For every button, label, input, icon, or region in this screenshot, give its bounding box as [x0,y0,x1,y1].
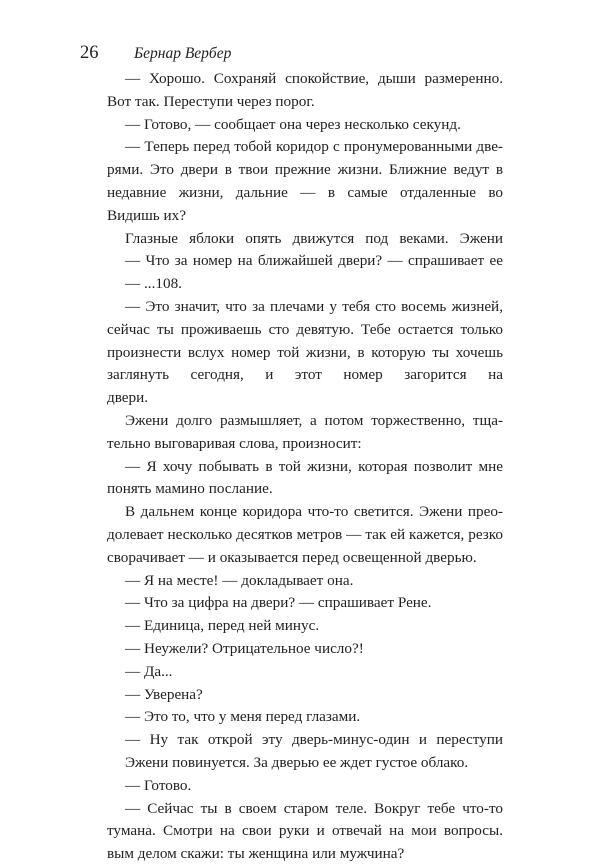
text-line: рями. Это двери в твои прежние жизни. Ближние ведут в [107,161,503,179]
text-line: — Это значит, что за плечами у тебя сто восемь жизней, [125,297,503,315]
text-line: В дальнем конце коридора что-то светится. Эжени прео- [125,503,503,521]
text-line: тумана. Смотри на свои руки и отвечай на мои вопросы. [107,822,503,840]
text-line: — Я хочу побывать в той жизни, которая позволит мне [125,457,503,475]
text-line: — Да... [125,662,173,680]
text-line: сейчас ты проживаешь сто девятую. Тебе остается только [107,320,503,338]
running-header [80,42,560,64]
text-line: — Готово, — сообщает она через несколько секунд. [125,115,461,133]
text-line: — Теперь перед тобой коридор с пронумерованными две- [125,138,503,156]
text-line: сворачивает — и оказывается перед освещенной дверью. [107,548,477,566]
text-line: — ...108. [125,275,182,293]
text-line: — Это то, что у меня перед глазами. [125,708,361,726]
text-line: произнести вслух номер той жизни, в которую ты хочешь [107,343,503,361]
text-line: вым делом скажи: ты женщина или мужчина? [107,845,405,863]
text-line: заглянуть сегодня, и этот номер загорится на [107,366,503,384]
text-line: Эжени повинуется. За дверью ее ждет густое облако. [125,753,469,771]
text-line: Вот так. Переступи через порог. [107,92,315,110]
text-line: — Я на месте! — докладывает она. [125,571,354,589]
text-line: тельно выговаривая слова, произносит: [107,434,362,452]
text-line: — Хорошо. Сохраняй спокойствие, дыши размеренно. [125,70,503,87]
text-line: долевает несколько десятков метров — так ей кажется, резко [107,525,503,543]
text-line: — Уверена? [125,685,203,703]
text-line: Эжени долго размышляет, а потом торжественно, тща- [125,411,503,429]
text-line: Видишь их? [107,206,186,224]
text-line: — Что за цифра на двери? — спрашивает Рене. [125,594,432,612]
text-line: — Что за номер на ближайшей двери? — спрашивает ее [125,252,503,270]
body-text [107,68,503,866]
text-line: — Готово. [125,776,192,794]
running-title-author: Бернар Вербер [134,45,232,62]
text-line: — Неужели? Отрицательное число?! [125,639,364,657]
text-line: Глазные яблоки опять движутся под веками. Эжени [125,229,503,247]
text-line: двери. [107,389,149,407]
text-line: — Сейчас ты в своем старом теле. Вокруг тебе что-то [125,799,503,817]
page-number: 26 [80,43,99,63]
text-line: понять мамино послание. [107,480,273,498]
text-line: — Ну так открой эту дверь-минус-один и переступи [125,731,503,749]
text-line: недавние жизни, дальние — в самые отдаленные во [107,183,503,201]
text-line: — Единица, перед ней минус. [125,617,320,635]
